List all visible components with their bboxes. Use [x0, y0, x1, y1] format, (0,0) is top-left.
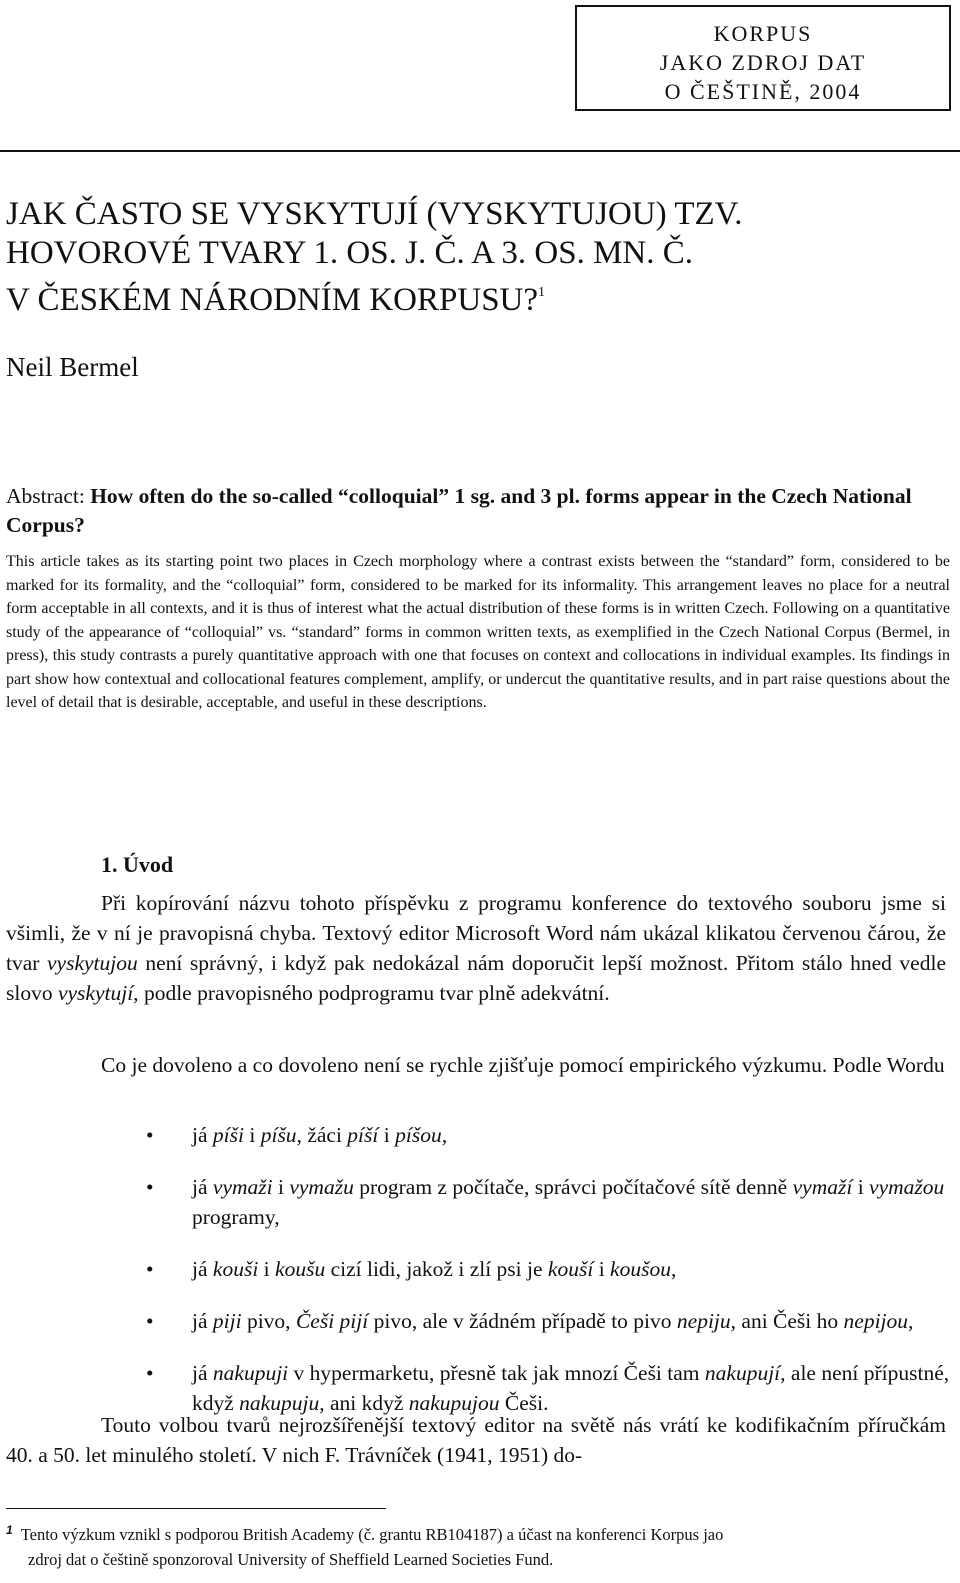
title-footnote-ref[interactable]: 1: [538, 285, 546, 300]
footnote-line-2: zdroj dat o češtině sponzoroval University of Sheffield Learned Societies Fund.: [28, 1550, 554, 1569]
footnote-mark: 1: [6, 1523, 13, 1537]
abstract-body: This article takes as its starting point two places in Czech morphology where a contrast exists between the “standard” form, considered to be marked for its formality, and the “colloquial” form, considered to be marked for its informality. This arrangement leaves no place for a neutral form acceptable in all contexts, and it is thus of interest what the actual distribution of these forms is in written Czech. Following on a quantitative study of the appearance of “colloquial” vs. “standard” forms in common written texts, as exemplified in the Czech National Corpus (Bermel, in press), this study contrasts a purely quantitative approach with one that focuses on context and collocations in individual examples. Its findings in part show how contextual and collocational features complement, amplify, or undercut the quantitative results, and in part raise questions about the level of detail that is desirable, acceptable, and useful in these descriptions.: [6, 553, 950, 711]
list-item: • já piji pivo, Češi pijí pivo, ale v žádném případě to pivo nepiju, ani Češi ho nepijou,: [140, 1306, 950, 1336]
bullet-icon: •: [146, 1257, 154, 1281]
example-list: [140, 1120, 950, 1418]
bullet-icon: •: [146, 1175, 154, 1199]
intro-paragraph-3: Touto volbou tvarů nejrozšířenější textový editor na světě nás vrátí ke kodifikačním příručkám 40. a 50. let minulého století. V nich F. Trávníček (1941, 1951) do-: [6, 1413, 946, 1467]
title-line-1: JAK ČASTO SE VYSKYTUJÍ (VYSKYTUJOU) TZV.: [6, 196, 743, 232]
list-item: • já nakupuji v hypermarketu, přesně tak jak mnozí Češi tam nakupují, ale není přípustné, když nakupuju, ani když nakupujou Češi.: [140, 1358, 950, 1418]
bullet-icon: •: [146, 1123, 154, 1147]
footnote-rule: [6, 1508, 386, 1509]
article-title: [6, 195, 946, 320]
intro-paragraph-1: Při kopírování názvu tohoto příspěvku z programu konference do textového souboru jsme si všimli, že v ní je pravopisná chyba. Textový editor Microsoft Word nám ukázal klikatou červenou čárou, že tvar vyskytujou není správný, i když pak nedokázal nám doporučit lepší možnost. Přitom stálo hned vedle slovo vyskytují, podle pravopisného podprogramu tvar plně adekvátní.: [6, 891, 946, 1005]
list-item: • já píši i píšu, žáci píší i píšou,: [140, 1120, 950, 1150]
bullet-icon: •: [146, 1361, 154, 1385]
header-line-2: JAKO ZDROJ DAT: [659, 50, 867, 75]
author-name: Neil Bermel: [6, 352, 139, 382]
footnote: [6, 1518, 950, 1572]
abstract-label: Abstract:: [6, 484, 85, 508]
header-line-3: O ČEŠTINĚ, 2004: [664, 79, 862, 104]
intro-paragraph-2: Co je dovoleno a co dovoleno není se rychle zjišťuje pomocí empirického výzkumu. Podle Wordu: [101, 1053, 945, 1077]
title-line-3: V ČESKÉM NÁRODNÍM KORPUSU?: [6, 282, 539, 318]
conference-header-box: [575, 5, 951, 111]
header-line-1: KORPUS: [713, 21, 813, 46]
list-item: • já kouši i koušu cizí lidi, jakož i zlí psi je kouší i koušou,: [140, 1254, 950, 1284]
title-line-2: HOVOROVÉ TVARY 1. OS. J. Č. A 3. OS. MN. Č.: [6, 235, 694, 271]
abstract-heading: [6, 482, 951, 540]
bullet-icon: •: [146, 1309, 154, 1333]
footnote-line-1: Tento výzkum vznikl s podporou British Academy (č. grantu RB104187) a účast na konferenci Korpus jao: [20, 1525, 724, 1544]
section-heading: 1. Úvod: [101, 852, 174, 877]
list-item: • já vymaži i vymažu program z počítače, správci počítačové sítě denně vymaží i vymažou programy,: [140, 1172, 950, 1232]
top-rule: [0, 150, 960, 152]
abstract-title: How often do the so-called “colloquial” 1 sg. and 3 pl. forms appear in the Czech National Corpus?: [6, 484, 912, 537]
